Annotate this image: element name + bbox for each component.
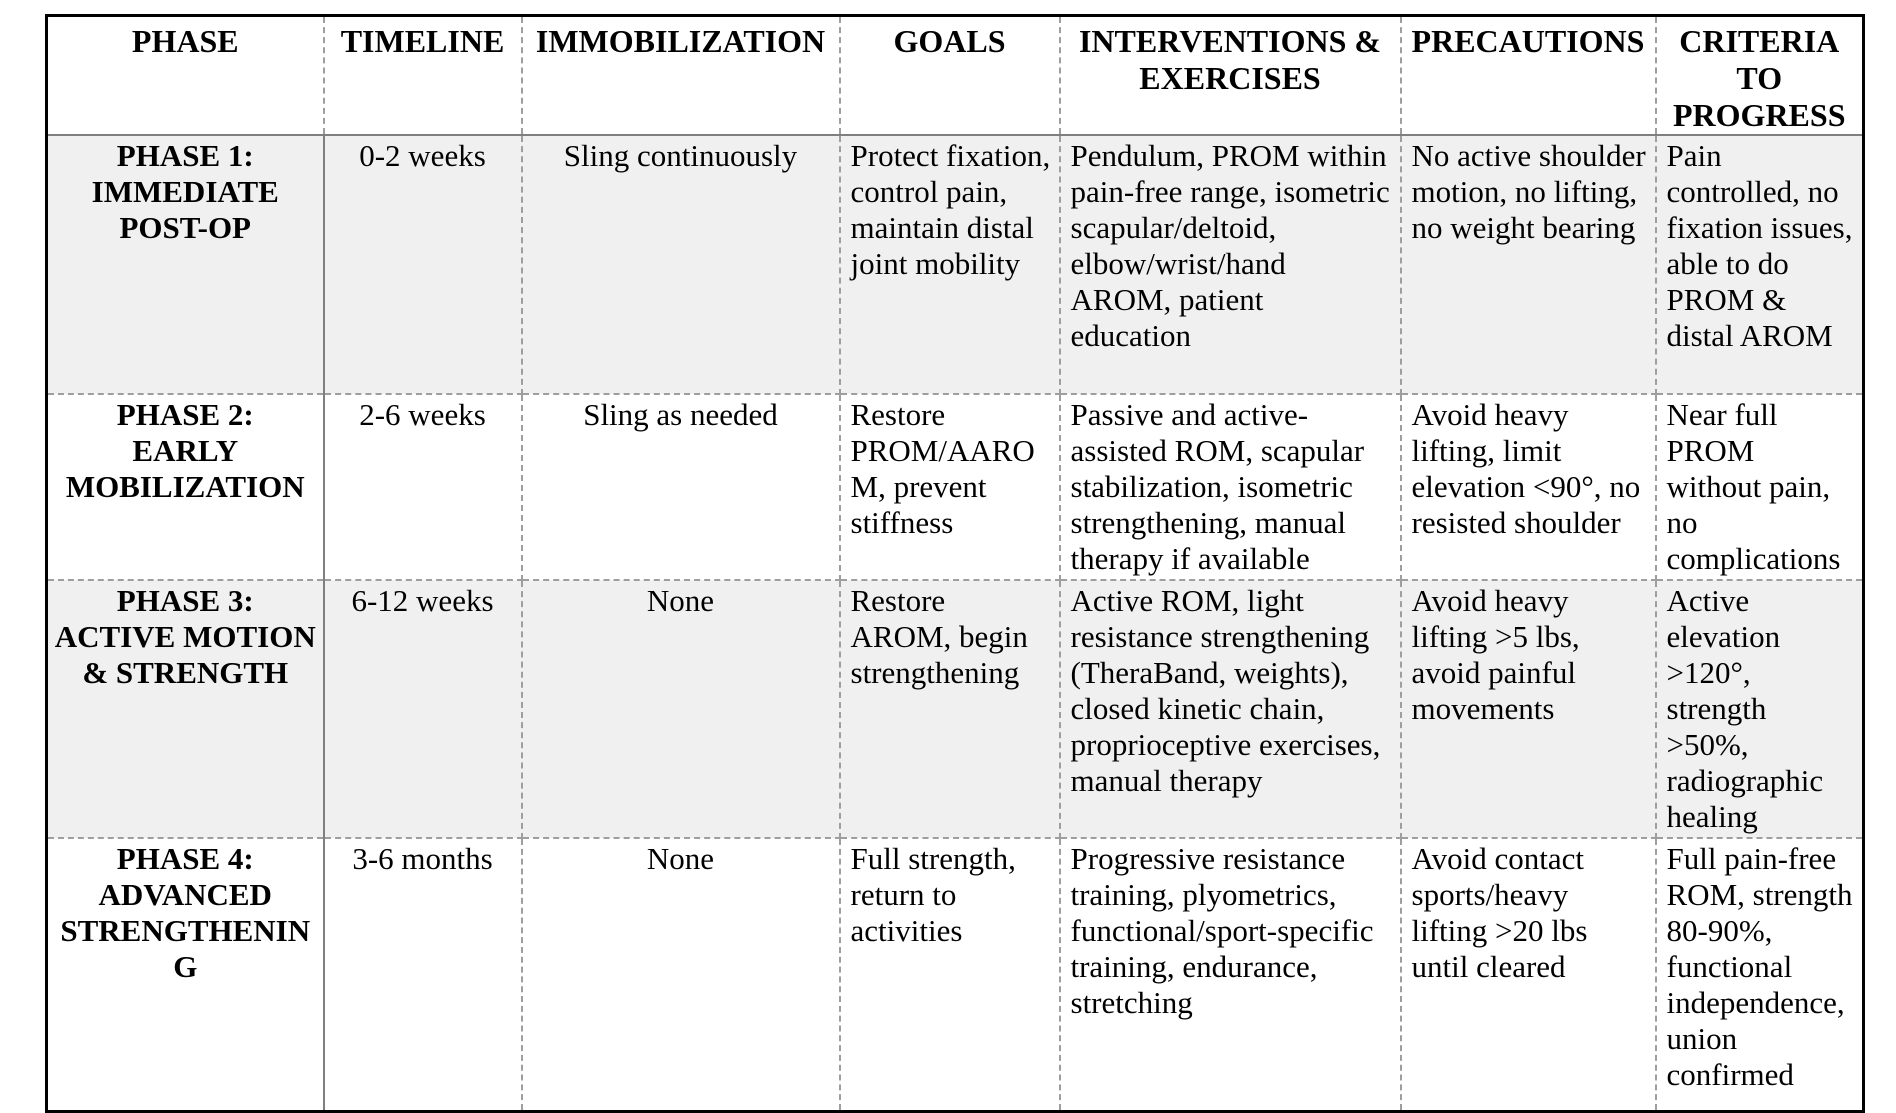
cell-goals: Protect fixation, control pain, maintain distal joint mobility (840, 135, 1060, 394)
header-cell-interventions: INTERVENTIONS & EXERCISES (1060, 16, 1401, 136)
cell-criteria: Pain controlled, no fixation issues, able to do PROM & distal AROM (1656, 135, 1864, 394)
cell-interventions: Pendulum, PROM within pain-free range, isometric scapular/deltoid, elbow/wrist/hand AROM, patient education (1060, 135, 1401, 394)
cell-phase (47, 580, 324, 838)
table-row-phase-3 (47, 580, 1864, 838)
table-row-phase-2 (47, 394, 1864, 580)
phase-number: PHASE 4: (116, 841, 254, 876)
phase-name: IMMEDIATE POST-OP (91, 174, 279, 245)
cell-immobilization: None (522, 580, 840, 838)
cell-precautions: Avoid contact sports/heavy lifting >20 lbs until cleared (1401, 838, 1656, 1111)
table-row-phase-4 (47, 838, 1864, 1111)
cell-timeline: 3-6 months (324, 838, 522, 1111)
cell-precautions: Avoid heavy lifting, limit elevation <90°, no resisted shoulder (1401, 394, 1656, 580)
cell-timeline: 0-2 weeks (324, 135, 522, 394)
cell-timeline: 2-6 weeks (324, 394, 522, 580)
cell-goals: Restore PROM/AAROM, prevent stiffness (840, 394, 1060, 580)
cell-goals: Full strength, return to activities (840, 838, 1060, 1111)
phase-number: PHASE 3: (116, 583, 254, 618)
phase-number: PHASE 1: (116, 138, 254, 173)
header-cell-precautions: PRECAUTIONS (1401, 16, 1656, 136)
cell-criteria: Full pain-free ROM, strength 80-90%, functional independence, union confirmed (1656, 838, 1864, 1111)
header-cell-criteria: CRITERIA TO PROGRESS (1656, 16, 1864, 136)
cell-criteria: Near full PROM without pain, no complications (1656, 394, 1864, 580)
cell-interventions: Progressive resistance training, plyometrics, functional/sport-specific training, endurance, stretching (1060, 838, 1401, 1111)
table-row-phase-1 (47, 135, 1864, 394)
cell-phase (47, 394, 324, 580)
header-row (47, 16, 1864, 136)
cell-goals: Restore AROM, begin strengthening (840, 580, 1060, 838)
cell-interventions: Passive and active-assisted ROM, scapular stabilization, isometric strengthening, manual therapy if available (1060, 394, 1401, 580)
phase-name: EARLY MOBILIZATION (65, 433, 305, 504)
cell-precautions: Avoid heavy lifting >5 lbs, avoid painful movements (1401, 580, 1656, 838)
cell-phase (47, 135, 324, 394)
header-cell-phase: PHASE (47, 16, 324, 136)
cell-precautions: No active shoulder motion, no lifting, no weight bearing (1401, 135, 1656, 394)
cell-immobilization: Sling as needed (522, 394, 840, 580)
header-cell-timeline: TIMELINE (324, 16, 522, 136)
cell-timeline: 6-12 weeks (324, 580, 522, 838)
header-cell-immobilization: IMMOBILIZATION (522, 16, 840, 136)
cell-phase (47, 838, 324, 1111)
cell-immobilization: Sling continuously (522, 135, 840, 394)
phase-number: PHASE 2: (116, 397, 254, 432)
rehab-protocol-table (45, 14, 1865, 1113)
header-cell-goals: GOALS (840, 16, 1060, 136)
phase-name: ADVANCED STRENGTHENING (60, 877, 311, 984)
cell-criteria: Active elevation >120°, strength >50%, radiographic healing (1656, 580, 1864, 838)
cell-immobilization: None (522, 838, 840, 1111)
phase-name: ACTIVE MOTION & STRENGTH (54, 619, 316, 690)
cell-interventions: Active ROM, light resistance strengthening (TheraBand, weights), closed kinetic chain, proprioceptive exercises, manual therapy (1060, 580, 1401, 838)
